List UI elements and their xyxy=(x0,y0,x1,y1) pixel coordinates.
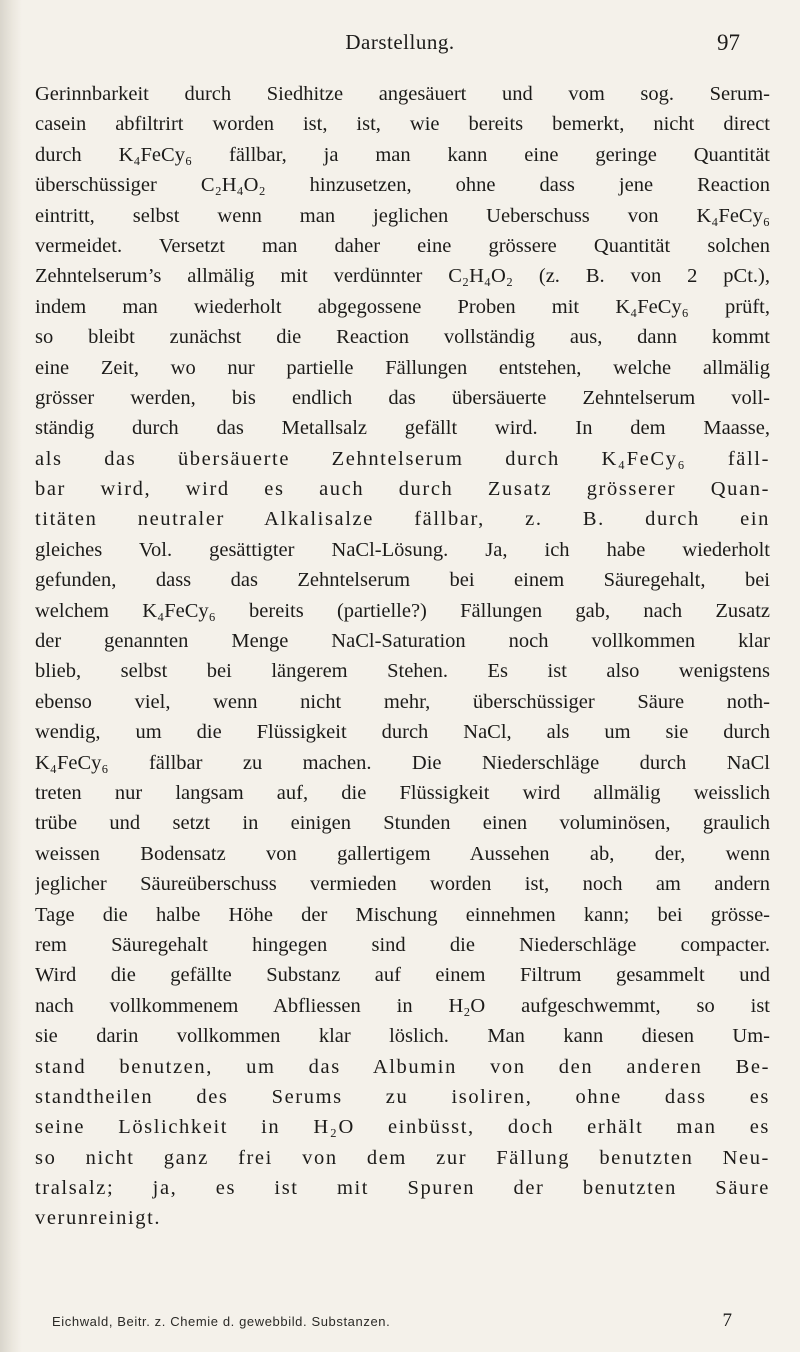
text-line: so bleibt zunächst die Reaction vollständig aus, dann kommt xyxy=(35,326,770,349)
text-line: standtheilen des Serums zu isoliren, ohne dass es xyxy=(35,1085,770,1108)
text-line: durch K₄FeCy₆ fällbar, ja man kann eine geringe Quantität xyxy=(35,143,770,166)
page-number: 97 xyxy=(717,30,740,55)
text-line: indem man wiederholt abgegossene Proben mit K₄FeCy₆ prüft, xyxy=(35,295,770,318)
text-line: stand benutzen, um das Albumin von den anderen Be- xyxy=(35,1055,770,1078)
text-line: jeglicher Säureüberschuss vermieden worden ist, noch am andern xyxy=(35,873,770,896)
text-line: ebenso viel, wenn nicht mehr, überschüssiger Säure noth- xyxy=(35,690,770,713)
text-line: eintritt, selbst wenn man jeglichen Ueberschuss von K₄FeCy₆ xyxy=(35,204,770,227)
text-line: vermeidet. Versetzt man daher eine grössere Quantität solchen xyxy=(35,234,770,257)
text-line: blieb, selbst bei längerem Stehen. Es ist also wenigstens xyxy=(35,660,770,683)
text-line: titäten neutraler Alkalisalze fällbar, z. B. durch ein xyxy=(35,508,770,531)
text-line: casein abfiltrirt worden ist, ist, wie bereits bemerkt, nicht direct xyxy=(35,113,770,136)
text-line: Gerinnbarkeit durch Siedhitze angesäuert und vom sog. Serum- xyxy=(35,83,770,105)
text-line: nach vollkommenem Abfliessen in H₂O aufgeschwemmt, so ist xyxy=(35,994,770,1017)
text-line: treten nur langsam auf, die Flüssigkeit wird allmälig weisslich xyxy=(35,781,770,804)
text-line: weissen Bodensatz von gallertigem Aussehen ab, der, wenn xyxy=(35,842,770,865)
sheet-number: 7 xyxy=(722,1310,732,1331)
text-line: Wird die gefällte Substanz auf einem Filtrum gesammelt und xyxy=(35,964,770,987)
text-line: welchem K₄FeCy₆ bereits (partielle?) Fällungen gab, nach Zusatz xyxy=(35,599,770,622)
text-line: grösser werden, bis endlich das übersäuerte Zehntelserum voll- xyxy=(35,386,770,409)
running-title: Darstellung. xyxy=(345,30,455,54)
sheet-signature: Eichwald, Beitr. z. Chemie d. gewebbild. Substanzen. xyxy=(52,1314,391,1329)
text-line: eine Zeit, wo nur partielle Fällungen entstehen, welche allmälig xyxy=(35,356,770,379)
text-line: trübe und setzt in einigen Stunden einen voluminösen, graulich xyxy=(35,812,770,835)
text-line: bar wird, wird es auch durch Zusatz grösserer Quan- xyxy=(35,478,770,501)
body-text xyxy=(35,79,770,1234)
text-line: der genannten Menge NaCl-Saturation noch vollkommen klar xyxy=(35,630,770,653)
text-line: rem Säuregehalt hingegen sind die Niederschläge compacter. xyxy=(35,933,770,956)
text-line: wendig, um die Flüssigkeit durch NaCl, als um sie durch xyxy=(35,721,770,744)
text-line: Tage die halbe Höhe der Mischung einnehmen kann; bei grösse- xyxy=(35,903,770,926)
text-line: gleiches Vol. gesättigter NaCl-Lösung. Ja, ich habe wiederholt xyxy=(35,538,770,561)
text-line: Zehntelserum’s allmälig mit verdünnter C₂H₄O₂ (z. B. von 2 pCt.), xyxy=(35,265,770,288)
text-line: als das übersäuerte Zehntelserum durch K₄FeCy₆ fäll- xyxy=(35,447,770,470)
text-line: so nicht ganz frei von dem zur Fällung benutzten Neu- xyxy=(35,1146,770,1169)
text-line: tralsalz; ja, es ist mit Spuren der benutzten Säure xyxy=(35,1177,770,1200)
text-line: sie darin vollkommen klar löslich. Man kann diesen Um- xyxy=(35,1025,770,1048)
text-line: ständig durch das Metallsalz gefällt wird. In dem Maasse, xyxy=(35,417,770,440)
text-line: verunreinigt. xyxy=(35,1207,162,1230)
text-line: K₄FeCy₆ fällbar zu machen. Die Niederschläge durch NaCl xyxy=(35,751,770,774)
page-header xyxy=(0,30,800,60)
text-line: seine Löslichkeit in H₂O einbüsst, doch erhält man es xyxy=(35,1116,770,1139)
text-line: überschüssiger C₂H₄O₂ hinzusetzen, ohne dass jene Reaction xyxy=(35,174,770,197)
text-line: gefunden, dass das Zehntelserum bei einem Säuregehalt, bei xyxy=(35,569,770,592)
page-footer xyxy=(52,1310,770,1338)
binding-shadow xyxy=(0,0,22,1352)
